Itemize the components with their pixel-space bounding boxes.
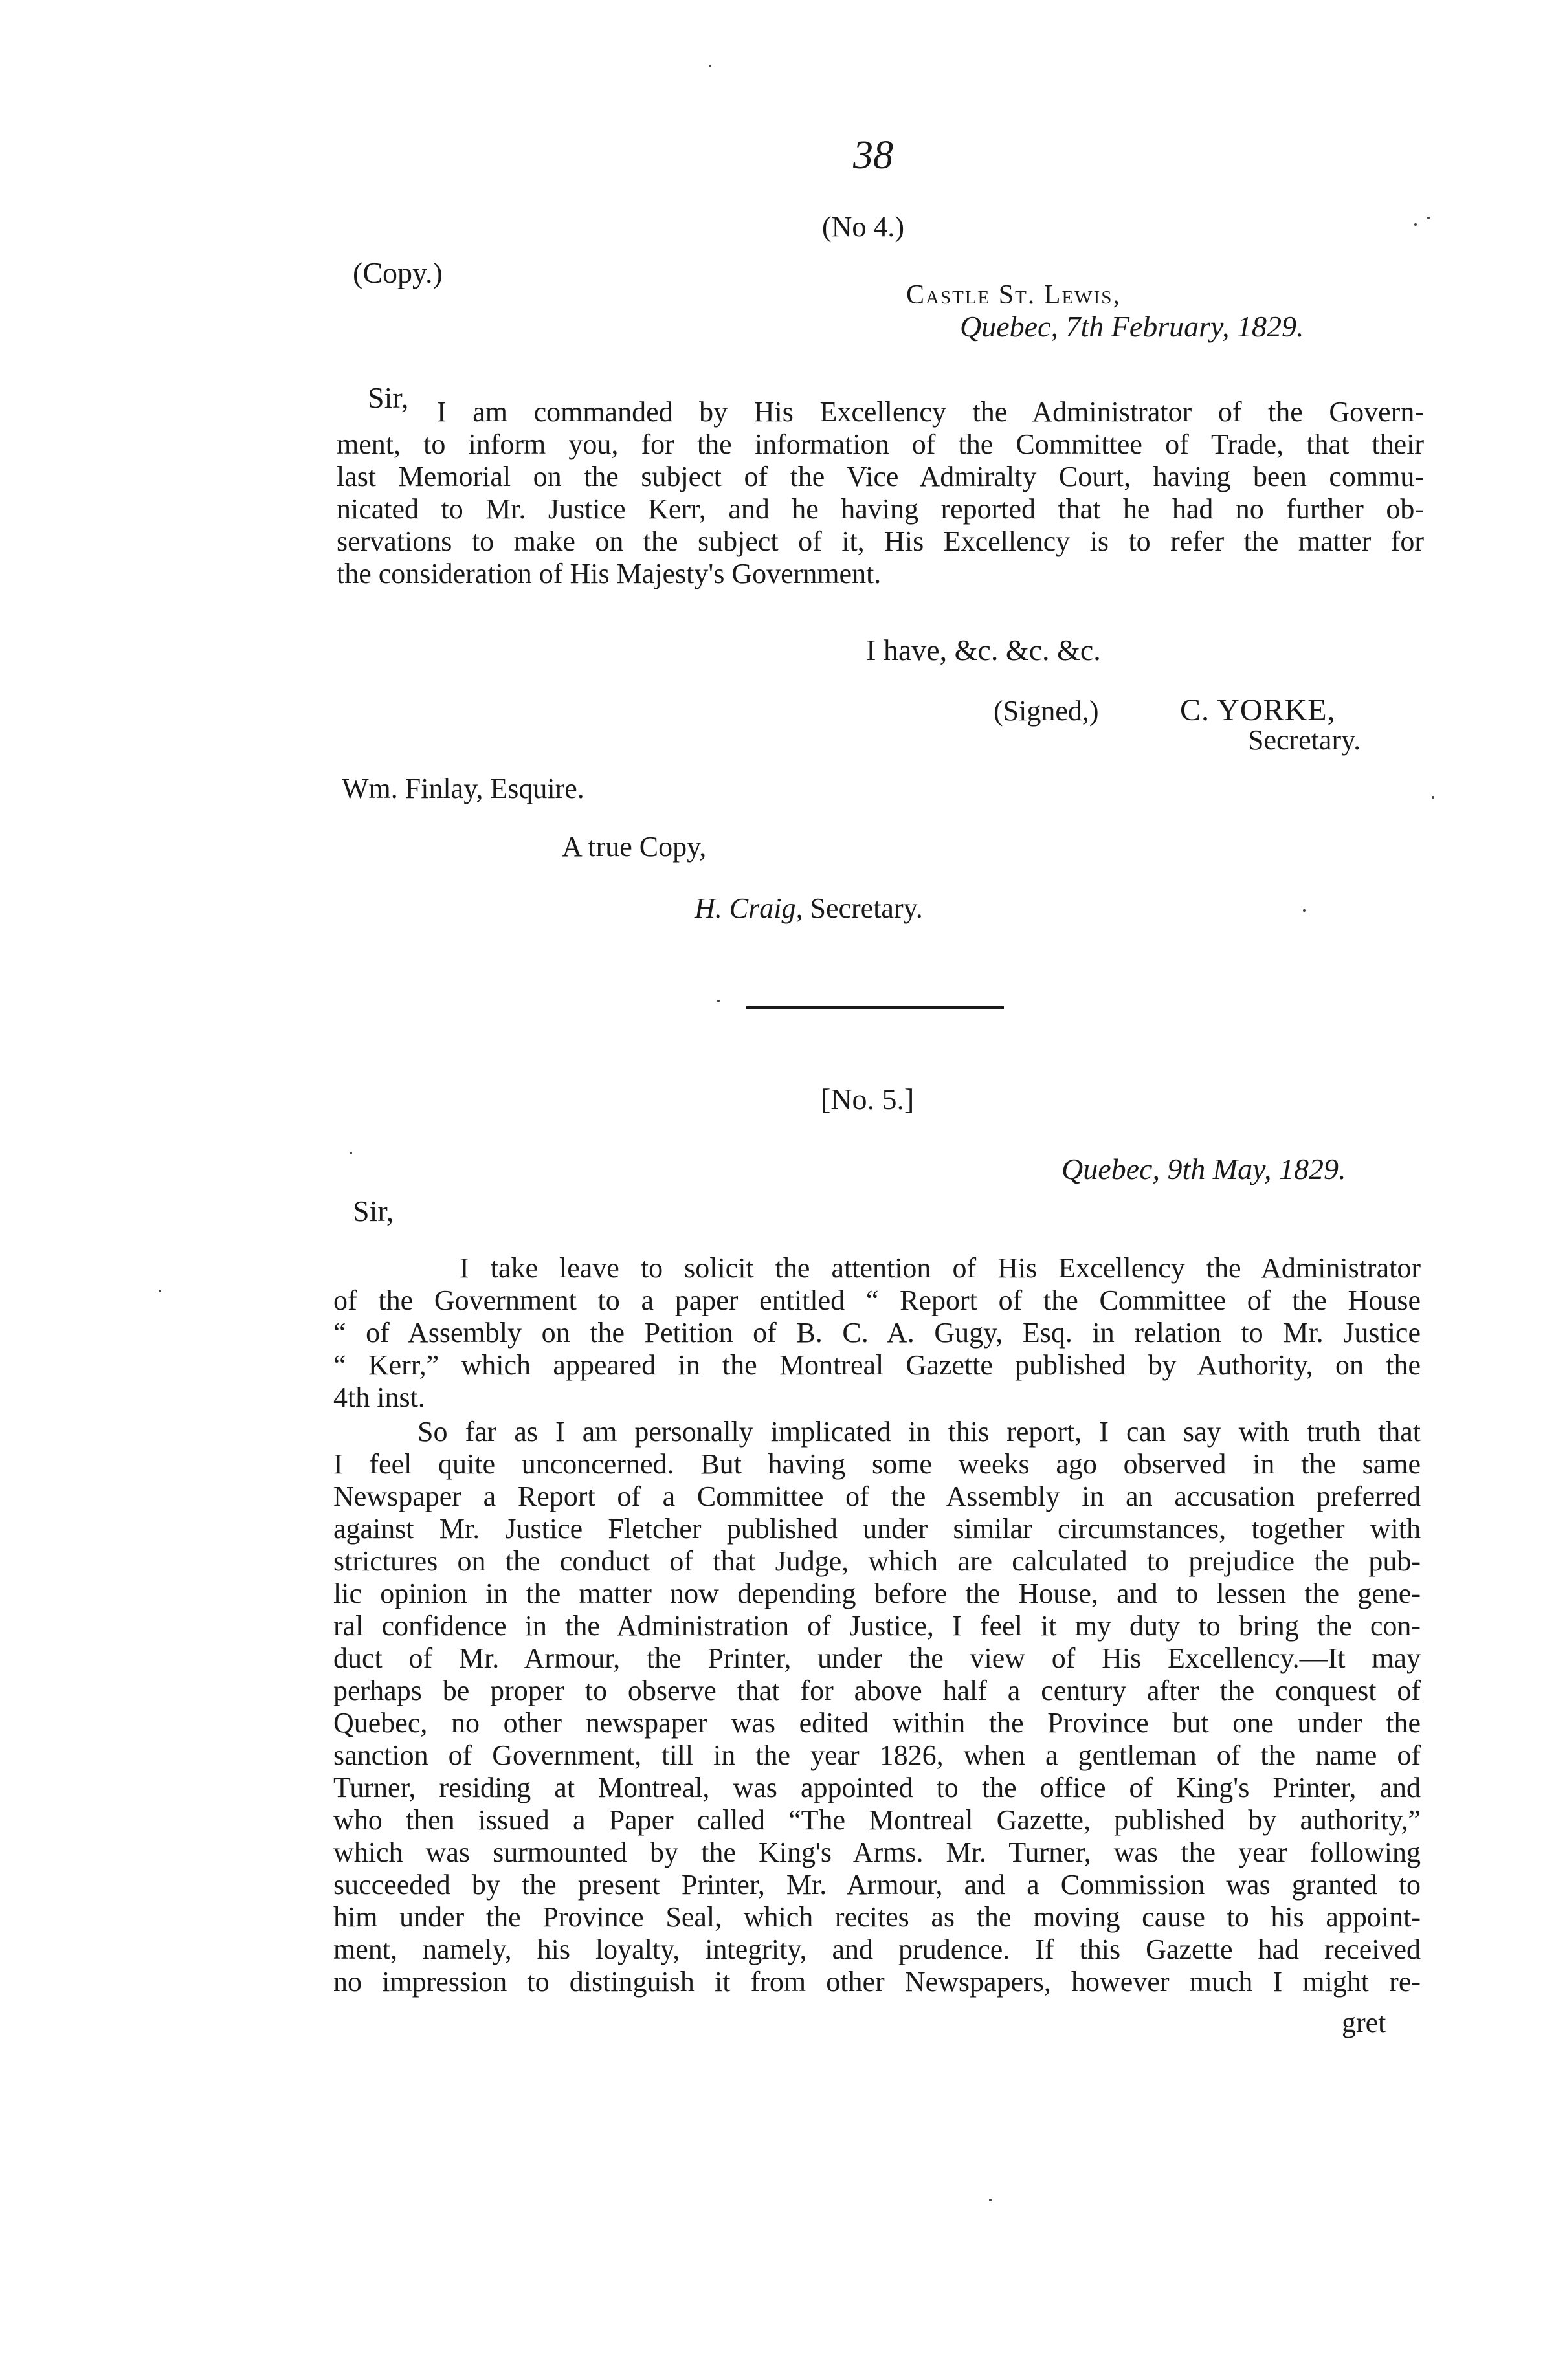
body-line: ment, to inform you, for the information of the Committee of Trade, that their (337, 428, 1424, 460)
body-line: against Mr. Justice Fletcher published under similar circumstances, together with (333, 1513, 1421, 1545)
scan-speck (1427, 217, 1430, 219)
body-line: Turner, residing at Montreal, was appointed to the office of King's Printer, and (333, 1772, 1421, 1803)
body-line: I feel quite unconcerned. But having some weeks ago observed in the same (333, 1448, 1421, 1480)
body-line: “ of Assembly on the Petition of B. C. A. Gugy, Esq. in relation to Mr. Justice (333, 1317, 1421, 1349)
body-line: him under the Province Seal, which recites as the moving cause to his appoint- (333, 1901, 1421, 1933)
body-line: of the Government to a paper entitled “ Report of the Committee of the House (333, 1284, 1421, 1316)
scan-speck (717, 1000, 720, 1002)
scan-speck (989, 2199, 992, 2201)
signed-label: (Signed,) (994, 695, 1099, 727)
page-number: 38 (853, 133, 893, 177)
closing: I have, &c. &c. &c. (866, 634, 1101, 667)
letter-date: Quebec, 7th February, 1829. (960, 310, 1304, 343)
scan-speck (1414, 223, 1417, 226)
signer-name: C. YORKE, (1180, 693, 1336, 727)
letter2-paragraph-1 (333, 1252, 1421, 1414)
body-line: Quebec, no other newspaper was edited within the Province but one under the (333, 1707, 1421, 1739)
body-line: who then issued a Paper called “The Montreal Gazette, published by authority,” (333, 1804, 1421, 1836)
body-line: nicated to Mr. Justice Kerr, and he having reported that he had no further ob- (337, 493, 1424, 525)
copy-label: (Copy.) (353, 256, 443, 289)
body-line: which was surmounted by the King's Arms. Mr. Turner, was the year following (333, 1836, 1421, 1868)
body-line: 4th inst. (333, 1382, 425, 1413)
scan-speck (350, 1152, 352, 1154)
body-line: I am commanded by His Excellency the Administrator of the Govern- (437, 396, 1424, 428)
letter-number: [No. 5.] (821, 1083, 915, 1116)
certifier (695, 892, 923, 925)
addressee: Wm. Finlay, Esquire. (342, 773, 584, 804)
salutation: Sir, (353, 1195, 394, 1228)
body-line: succeeded by the present Printer, Mr. Armour, and a Commission was granted to (333, 1869, 1421, 1901)
body-line: the consideration of His Majesty's Government. (337, 558, 882, 589)
body-line: sanction of Government, till in the year 1826, when a gentleman of the name of (333, 1739, 1421, 1771)
body-line: no impression to distinguish it from other Newspapers, however much I might re- (333, 1966, 1421, 1998)
body-line: perhaps be proper to observe that for above half a century after the conquest of (333, 1675, 1421, 1706)
catchword: gret (1342, 2007, 1386, 2038)
true-copy: A true Copy, (562, 831, 707, 863)
letter-date: Quebec, 9th May, 1829. (1061, 1152, 1346, 1185)
letter-place: Castle St. Lewis, (906, 280, 1121, 310)
letter-number: (No 4.) (822, 211, 905, 243)
body-line: lic opinion in the matter now depending before the House, and to lessen the gene- (333, 1578, 1421, 1609)
body-line: duct of Mr. Armour, the Printer, under the view of His Excellency.—It may (333, 1642, 1421, 1674)
body-line: So far as I am personally implicated in this report, I can say with truth that (417, 1416, 1421, 1448)
scan-speck (159, 1290, 161, 1292)
body-line: strictures on the conduct of that Judge, which are calculated to prejudice the pub- (333, 1545, 1421, 1577)
letter1-body (337, 396, 1424, 590)
scan-speck (709, 65, 711, 67)
section-divider (746, 1006, 1004, 1009)
body-line: last Memorial on the subject of the Vice Admiralty Court, having been commu- (337, 461, 1424, 492)
body-line: I take leave to solicit the attention of His Excellency the Administrator (460, 1252, 1421, 1284)
body-line: ment, namely, his loyalty, integrity, and prudence. If this Gazette had received (333, 1934, 1421, 1965)
salutation: Sir, (368, 381, 409, 414)
scan-speck (1432, 796, 1434, 799)
letter2-paragraph-2 (333, 1416, 1421, 1998)
body-line: ral confidence in the Administration of Justice, I feel it my duty to bring the con- (333, 1610, 1421, 1642)
body-line: “ Kerr,” which appeared in the Montreal Gazette published by Authority, on the (333, 1349, 1421, 1381)
certifier-name: H. Craig, (695, 892, 803, 924)
signer-title: Secretary. (1248, 724, 1361, 756)
certifier-title: Secretary. (810, 892, 923, 924)
body-line: Newspaper a Report of a Committee of the Assembly in an accusation preferred (333, 1481, 1421, 1512)
scan-speck (1303, 909, 1306, 912)
body-line: servations to make on the subject of it, His Excellency is to refer the matter for (337, 525, 1424, 557)
